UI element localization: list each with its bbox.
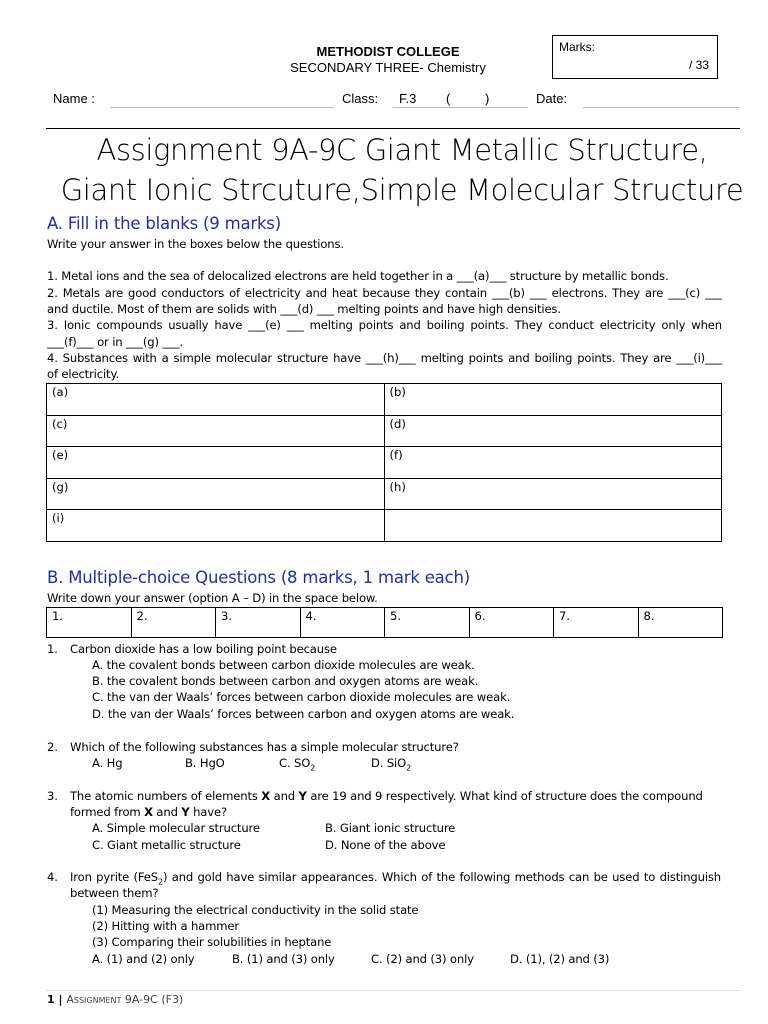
footer-rule	[46, 990, 740, 991]
q2-option-d-text: D. SiO	[371, 756, 407, 770]
question-number: 4.	[47, 870, 58, 884]
section-b-heading: B. Multiple-choice Questions (8 marks, 1 mark each)	[47, 568, 470, 587]
fill-line: of electricity.	[47, 367, 120, 381]
q4-option-b: B. (1) and (3) only	[232, 952, 335, 966]
date-label: Date:	[536, 91, 568, 106]
fill-line: and ductile. Most of them are solids with ___(d) ___ melting points and have high densities.	[47, 302, 561, 316]
answer-cell-c[interactable]: (c)	[47, 415, 385, 447]
q3-option-c: C. Giant metallic structure	[92, 838, 241, 852]
q2-option-c-text: C. SO	[279, 756, 311, 770]
question-3-stem	[70, 788, 703, 805]
date-field[interactable]	[583, 93, 739, 108]
q2-option-a: A. Hg	[92, 756, 123, 770]
answer-cell-a[interactable]: (a)	[47, 384, 385, 416]
question-4-stem	[70, 869, 721, 891]
q3-stem-part: and	[152, 805, 182, 819]
q3-element-y: Y	[181, 805, 190, 819]
q4-item-3: (3) Comparing their solubilities in heptane	[92, 935, 332, 949]
answer-cell-b[interactable]: (b)	[384, 384, 722, 416]
q3-option-b: B. Giant ionic structure	[325, 821, 456, 835]
answer-cell-i[interactable]: (i)	[47, 510, 385, 542]
q1-option-c: C. the van der Waals’ forces between carbon dioxide molecules are weak.	[92, 690, 511, 704]
q3-option-a: A. Simple molecular structure	[92, 821, 260, 835]
answer-cell-empty	[384, 510, 722, 542]
q3-stem-part: have?	[189, 805, 227, 819]
question-2-stem: Which of the following substances has a simple molecular structure?	[70, 740, 459, 754]
question-number: 2.	[47, 740, 58, 754]
name-field[interactable]	[110, 93, 334, 108]
answer-cell-g[interactable]: (g)	[47, 478, 385, 510]
mc-answer-cell-1[interactable]: 1.	[47, 608, 132, 638]
q4-item-2: (2) Hitting with a hammer	[92, 919, 240, 933]
answer-cell-e[interactable]: (e)	[47, 447, 385, 479]
q3-stem-part: and	[270, 789, 299, 803]
q2-option-d-sub: 2	[406, 763, 412, 773]
fill-line: 3. Ionic compounds usually have ___(e) ___ melting points and boiling points. They conduct electricity only when	[47, 318, 722, 332]
school-name: METHODIST COLLEGE	[316, 44, 460, 59]
q3-option-d: D. None of the above	[325, 838, 446, 852]
section-a-heading: A. Fill in the blanks (9 marks)	[47, 214, 281, 233]
class-label: Class:	[342, 91, 379, 106]
q3-element-x: X	[144, 805, 153, 819]
q3-element-x: X	[261, 789, 271, 803]
mc-answer-cell-4[interactable]: 4.	[300, 608, 385, 638]
answer-cell-h[interactable]: (h)	[384, 478, 722, 510]
answer-cell-f[interactable]: (f)	[384, 447, 722, 479]
mc-answer-cell-8[interactable]: 8.	[638, 608, 723, 638]
marks-label: Marks:	[559, 40, 595, 54]
answer-cell-d[interactable]: (d)	[384, 415, 722, 447]
q3-stem-part: formed from	[70, 805, 145, 819]
q4-stem-part: Iron pyrite (FeS	[70, 870, 158, 884]
fill-line: 1. Metal ions and the sea of delocalized electrons are held together in a ___(a)___ structure by metallic bonds.	[47, 269, 669, 283]
question-4-stem-line2: between them?	[70, 886, 159, 900]
question-3-stem-line2	[70, 804, 227, 821]
q2-option-b: B. HgO	[185, 756, 225, 770]
q4-stem-part: ) and gold have similar appearances. Which of the following methods can be used to distinguish	[162, 870, 721, 884]
q2-option-d	[371, 755, 411, 777]
q1-option-d: D. the van der Waals’ forces between carbon and oxygen atoms are weak.	[92, 707, 515, 721]
mc-answer-cell-2[interactable]: 2.	[131, 608, 216, 638]
q1-option-a: A. the covalent bonds between carbon dioxide molecules are weak.	[92, 658, 475, 672]
page-footer	[47, 993, 183, 1006]
class-value: F.3	[399, 91, 417, 106]
question-number: 1.	[47, 642, 58, 656]
footer-label: Assignment 9A-9C (F3)	[66, 993, 184, 1006]
q2-option-c	[279, 755, 315, 777]
fill-line: 2. Metals are good conductors of electricity and heat because they contain ___(b) ___ electrons. They are ___(c) ___	[47, 286, 722, 300]
class-paren-close: )	[485, 91, 490, 106]
q2-option-c-sub: 2	[310, 763, 316, 773]
assignment-title-line1: Assignment 9A-9C Giant Metallic Structure,	[96, 133, 708, 167]
course-subtitle: SECONDARY THREE- Chemistry	[290, 60, 486, 75]
footer-separator: |	[54, 993, 67, 1006]
marks-box	[552, 35, 718, 79]
q4-item-1: (1) Measuring the electrical conductivity in the solid state	[92, 903, 419, 917]
class-paren-open: (	[446, 91, 451, 106]
header-rule	[46, 128, 740, 129]
question-1-stem: Carbon dioxide has a low boiling point because	[70, 642, 337, 656]
q4-option-d: D. (1), (2) and (3)	[510, 952, 610, 966]
page-number: 1	[47, 993, 55, 1006]
fill-line: 4. Substances with a simple molecular structure have ___(h)___ melting points and boiling points. They are ___(i)___	[47, 351, 722, 365]
mc-answer-table	[46, 607, 723, 638]
fill-answer-table	[46, 383, 722, 542]
mc-answer-cell-5[interactable]: 5.	[385, 608, 470, 638]
fill-line: ___(f)___ or in ___(g) ___.	[47, 335, 183, 349]
name-label: Name :	[53, 91, 95, 106]
q4-option-a: A. (1) and (2) only	[92, 952, 195, 966]
q3-element-y: Y	[298, 789, 307, 803]
mc-answer-cell-7[interactable]: 7.	[554, 608, 639, 638]
assignment-title-line2: Giant Ionic Strcuture,Simple Molecular Structure	[60, 173, 744, 207]
marks-total: / 33	[688, 58, 709, 72]
q1-option-b: B. the covalent bonds between carbon and oxygen atoms are weak.	[92, 674, 479, 688]
mc-answer-cell-3[interactable]: 3.	[216, 608, 301, 638]
q3-stem-part: The atomic numbers of elements	[70, 789, 262, 803]
question-number: 3.	[47, 789, 58, 803]
section-a-instruction: Write your answer in the boxes below the questions.	[47, 237, 344, 251]
mc-answer-cell-6[interactable]: 6.	[469, 608, 554, 638]
q3-stem-part: are 19 and 9 respectively. What kind of structure does the compound	[306, 789, 703, 803]
q4-stem-sub: 2	[158, 877, 163, 887]
section-b-instruction: Write down your answer (option A – D) in the space below.	[47, 591, 378, 605]
q4-option-c: C. (2) and (3) only	[371, 952, 474, 966]
